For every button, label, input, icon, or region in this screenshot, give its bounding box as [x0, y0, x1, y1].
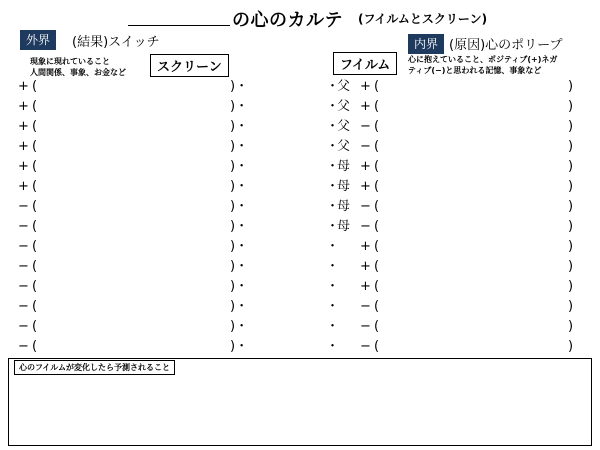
left-close-paren: )・	[230, 339, 249, 354]
right-sign: +	[360, 79, 371, 94]
right-sign: −	[360, 199, 371, 214]
right-sign: −	[360, 319, 371, 334]
left-open-paren: (	[32, 99, 38, 114]
right-description	[408, 54, 593, 76]
right-open-paren: (	[374, 259, 380, 274]
left-sign: −	[18, 299, 29, 314]
row-bullet: ・	[326, 79, 340, 94]
table-row[interactable]	[0, 138, 600, 156]
left-close-paren: )・	[230, 239, 249, 254]
right-close-paren: )	[568, 199, 574, 214]
left-open-paren: (	[32, 299, 38, 314]
family-member: 父	[337, 119, 351, 134]
film-label-box: フイルム	[333, 52, 397, 75]
left-open-paren: (	[32, 199, 38, 214]
row-bullet: ・	[326, 179, 340, 194]
right-close-paren: )	[568, 339, 574, 354]
left-open-paren: (	[32, 279, 38, 294]
left-close-paren: )・	[230, 99, 249, 114]
family-member: 父	[337, 139, 351, 154]
left-sign: −	[18, 199, 29, 214]
family-member: 母	[337, 179, 351, 194]
row-bullet: ・	[326, 119, 340, 134]
left-close-paren: )・	[230, 299, 249, 314]
row-bullet: ・	[326, 239, 340, 254]
left-sign: +	[18, 79, 29, 94]
left-sign: +	[18, 119, 29, 134]
family-member: 母	[337, 159, 351, 174]
family-member: 母	[337, 199, 351, 214]
left-sign: +	[18, 99, 29, 114]
table-row[interactable]	[0, 118, 600, 136]
table-row[interactable]	[0, 98, 600, 116]
right-close-paren: )	[568, 239, 574, 254]
left-sign: −	[18, 239, 29, 254]
left-sign: −	[18, 219, 29, 234]
left-heading: (結果)スイッチ	[72, 35, 160, 50]
right-open-paren: (	[374, 79, 380, 94]
table-row[interactable]	[0, 178, 600, 196]
left-sign: +	[18, 179, 29, 194]
left-sign: +	[18, 139, 29, 154]
right-close-paren: )	[568, 179, 574, 194]
right-close-paren: )	[568, 299, 574, 314]
right-close-paren: )	[568, 159, 574, 174]
page-title: の心のカルテ	[232, 10, 343, 31]
left-open-paren: (	[32, 259, 38, 274]
left-sign: +	[18, 159, 29, 174]
left-close-paren: )・	[230, 199, 249, 214]
right-open-paren: (	[374, 139, 380, 154]
right-sign: +	[360, 259, 371, 274]
row-bullet: ・	[326, 319, 340, 334]
left-sign: −	[18, 319, 29, 334]
table-row[interactable]	[0, 218, 600, 236]
outer-world-tag: 外界	[20, 30, 56, 50]
right-open-paren: (	[374, 279, 380, 294]
row-bullet: ・	[326, 199, 340, 214]
left-open-paren: (	[32, 139, 38, 154]
table-row[interactable]	[0, 238, 600, 256]
row-bullet: ・	[326, 339, 340, 354]
right-close-paren: )	[568, 219, 574, 234]
right-close-paren: )	[568, 79, 574, 94]
right-close-paren: )	[568, 119, 574, 134]
left-close-paren: )・	[230, 259, 249, 274]
row-bullet: ・	[326, 279, 340, 294]
right-sign: −	[360, 339, 371, 354]
right-description-line-2: ティブ(−)と思われる記憶、事象など	[408, 66, 542, 75]
left-close-paren: )・	[230, 219, 249, 234]
page-subtitle: (フイルムとスクリーン)	[358, 12, 488, 26]
row-bullet: ・	[326, 299, 340, 314]
left-open-paren: (	[32, 179, 38, 194]
left-description-line-1: 現象に現れていること	[30, 57, 110, 66]
left-close-paren: )・	[230, 119, 249, 134]
table-row[interactable]	[0, 78, 600, 96]
left-open-paren: (	[32, 319, 38, 334]
left-close-paren: )・	[230, 79, 249, 94]
table-row[interactable]	[0, 278, 600, 296]
left-description	[30, 56, 150, 78]
right-open-paren: (	[374, 239, 380, 254]
table-row[interactable]	[0, 318, 600, 336]
left-close-paren: )・	[230, 319, 249, 334]
right-sign: +	[360, 279, 371, 294]
right-sign: −	[360, 139, 371, 154]
right-sign: +	[360, 99, 371, 114]
left-sign: −	[18, 279, 29, 294]
left-close-paren: )・	[230, 279, 249, 294]
left-open-paren: (	[32, 239, 38, 254]
table-row[interactable]	[0, 158, 600, 176]
left-open-paren: (	[32, 119, 38, 134]
right-open-paren: (	[374, 119, 380, 134]
left-close-paren: )・	[230, 139, 249, 154]
row-bullet: ・	[326, 99, 340, 114]
row-bullet: ・	[326, 259, 340, 274]
right-heading: (原因)心のポリープ	[449, 38, 563, 53]
prediction-label: 心のフイルムが変化したら予測されること	[14, 360, 175, 375]
right-sign: +	[360, 179, 371, 194]
table-row[interactable]	[0, 338, 600, 356]
right-close-paren: )	[568, 279, 574, 294]
right-open-paren: (	[374, 179, 380, 194]
left-sign: −	[18, 339, 29, 354]
right-close-paren: )	[568, 99, 574, 114]
left-close-paren: )・	[230, 159, 249, 174]
right-open-paren: (	[374, 319, 380, 334]
left-description-line-2: 人間関係、事象、お金など	[30, 68, 126, 77]
row-bullet: ・	[326, 159, 340, 174]
family-member: 父	[337, 79, 351, 94]
right-sign: −	[360, 119, 371, 134]
table-row[interactable]	[0, 258, 600, 276]
screen-label-box: スクリーン	[150, 54, 229, 77]
row-bullet: ・	[326, 219, 340, 234]
left-open-paren: (	[32, 79, 38, 94]
left-close-paren: )・	[230, 179, 249, 194]
right-open-paren: (	[374, 99, 380, 114]
right-close-paren: )	[568, 139, 574, 154]
right-sign: +	[360, 159, 371, 174]
right-open-paren: (	[374, 219, 380, 234]
right-sign: −	[360, 219, 371, 234]
right-sign: +	[360, 239, 371, 254]
inner-world-tag: 内界	[408, 34, 444, 54]
family-member: 父	[337, 99, 351, 114]
right-description-line-1: 心に抱えていること、ポジティブ(+)ネガ	[408, 55, 558, 64]
name-blank-line[interactable]	[128, 25, 230, 26]
left-open-paren: (	[32, 159, 38, 174]
left-open-paren: (	[32, 219, 38, 234]
table-row[interactable]	[0, 198, 600, 216]
left-open-paren: (	[32, 339, 38, 354]
right-close-paren: )	[568, 259, 574, 274]
right-open-paren: (	[374, 199, 380, 214]
table-row[interactable]	[0, 298, 600, 316]
row-bullet: ・	[326, 139, 340, 154]
left-sign: −	[18, 259, 29, 274]
right-open-paren: (	[374, 299, 380, 314]
family-member: 母	[337, 219, 351, 234]
right-sign: −	[360, 299, 371, 314]
right-open-paren: (	[374, 339, 380, 354]
right-open-paren: (	[374, 159, 380, 174]
right-close-paren: )	[568, 319, 574, 334]
